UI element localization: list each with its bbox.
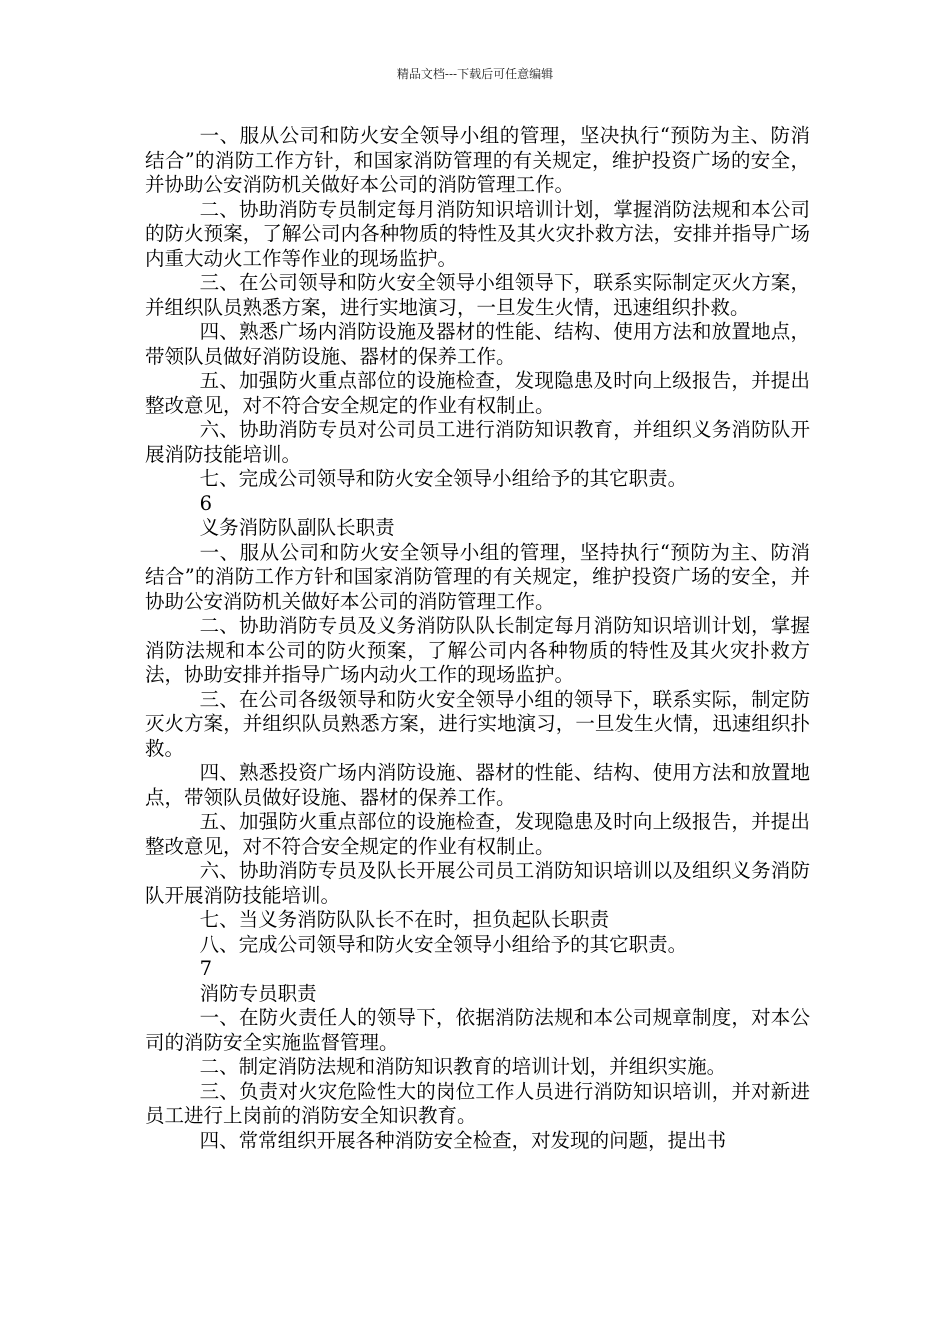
paragraph: 四、熟悉广场内消防设施及器材的性能、结构、使用方法和放置地点，带领队员做好消防设施、器材的保养工作。 <box>145 320 810 368</box>
paragraph: 三、在公司各级领导和防火安全领导小组的领导下，联系实际，制定防灭火方案，并组织队员熟悉方案，进行实地演习，一旦发生火情，迅速组织扑救。 <box>145 687 810 760</box>
section-heading: 义务消防队副队长职责 <box>199 516 395 539</box>
paragraph: 二、协助消防专员制定每月消防知识培训计划，掌握消防法规和本公司的防火预案，了解公司内各种物质的特性及其火灾扑救方法，安排并指导广场内重大动火工作等作业的现场监护。 <box>145 197 810 270</box>
paragraph: 一、服从公司和防火安全领导小组的管理，坚持执行“预防为主、防消结合”的消防工作方针和国家消防管理的有关规定，维护投资广场的安全，并协助公安消防机关做好本公司的消防管理工作。 <box>145 540 810 613</box>
paragraph: 一、在防火责任人的领导下，依据消防法规和本公司规章制度，对本公司的消防安全实施监督管理。 <box>145 1006 810 1054</box>
paragraph: 四、熟悉投资广场内消防设施、器材的性能、结构、使用方法和放置地点，带领队员做好设施、器材的保养工作。 <box>145 761 810 809</box>
paragraph: 五、加强防火重点部位的设施检查，发现隐患及时向上级报告，并提出整改意见，对不符合安全规定的作业有权制止。 <box>145 810 810 858</box>
paragraph: 六、协助消防专员对公司员工进行消防知识教育，并组织义务消防队开展消防技能培训。 <box>145 418 810 466</box>
paragraph: 二、协助消防专员及义务消防队队长制定每月消防知识培训计划，掌握消防法规和本公司的防火预案，了解公司内各种物质的特性及其火灾扑救方法，协助安排并指导广场内动火工作的现场监护。 <box>145 614 810 686</box>
paragraph: 五、加强防火重点部位的设施检查，发现隐患及时向上级报告，并提出整改意见，对不符合安全规定的作业有权制止。 <box>145 369 810 417</box>
paragraph: 四、常常组织开展各种消防安全检查，对发现的问题，提出书 <box>199 1128 727 1152</box>
paragraph: 七、完成公司领导和防火安全领导小组给予的其它职责。 <box>199 467 688 490</box>
paragraph: 八、完成公司领导和防火安全领导小组给予的其它职责。 <box>199 932 688 956</box>
page-number-marker: 7 <box>199 957 213 980</box>
section-heading: 消防专员职责 <box>199 981 317 1005</box>
page-number-marker: 6 <box>199 491 213 515</box>
paragraph: 三、在公司领导和防火安全领导小组领导下，联系实际制定灭火方案，并组织队员熟悉方案，进行实地演习，一旦发生火情，迅速组织扑救。 <box>145 271 810 319</box>
page-header: 精品文档---下载后可任意编辑 <box>396 67 554 81</box>
paragraph: 六、协助消防专员及队长开展公司员工消防知识培训以及组织义务消防队开展消防技能培训。 <box>145 859 810 907</box>
paragraph: 二、制定消防法规和消防知识教育的培训计划，并组织实施。 <box>199 1055 727 1078</box>
document-body <box>145 124 810 1153</box>
paragraph: 三、负责对火灾危险性大的岗位工作人员进行消防知识培训，并对新进员工进行上岗前的消防安全知识教育。 <box>145 1079 810 1127</box>
paragraph: 一、服从公司和防火安全领导小组的管理，坚决执行“预防为主、防消结合”的消防工作方针，和国家消防管理的有关规定，维护投资广场的安全，并协助公安消防机关做好本公司的消防管理工作。 <box>145 124 810 196</box>
paragraph: 七、当义务消防队队长不在时，担负起队长职责 <box>199 908 610 931</box>
